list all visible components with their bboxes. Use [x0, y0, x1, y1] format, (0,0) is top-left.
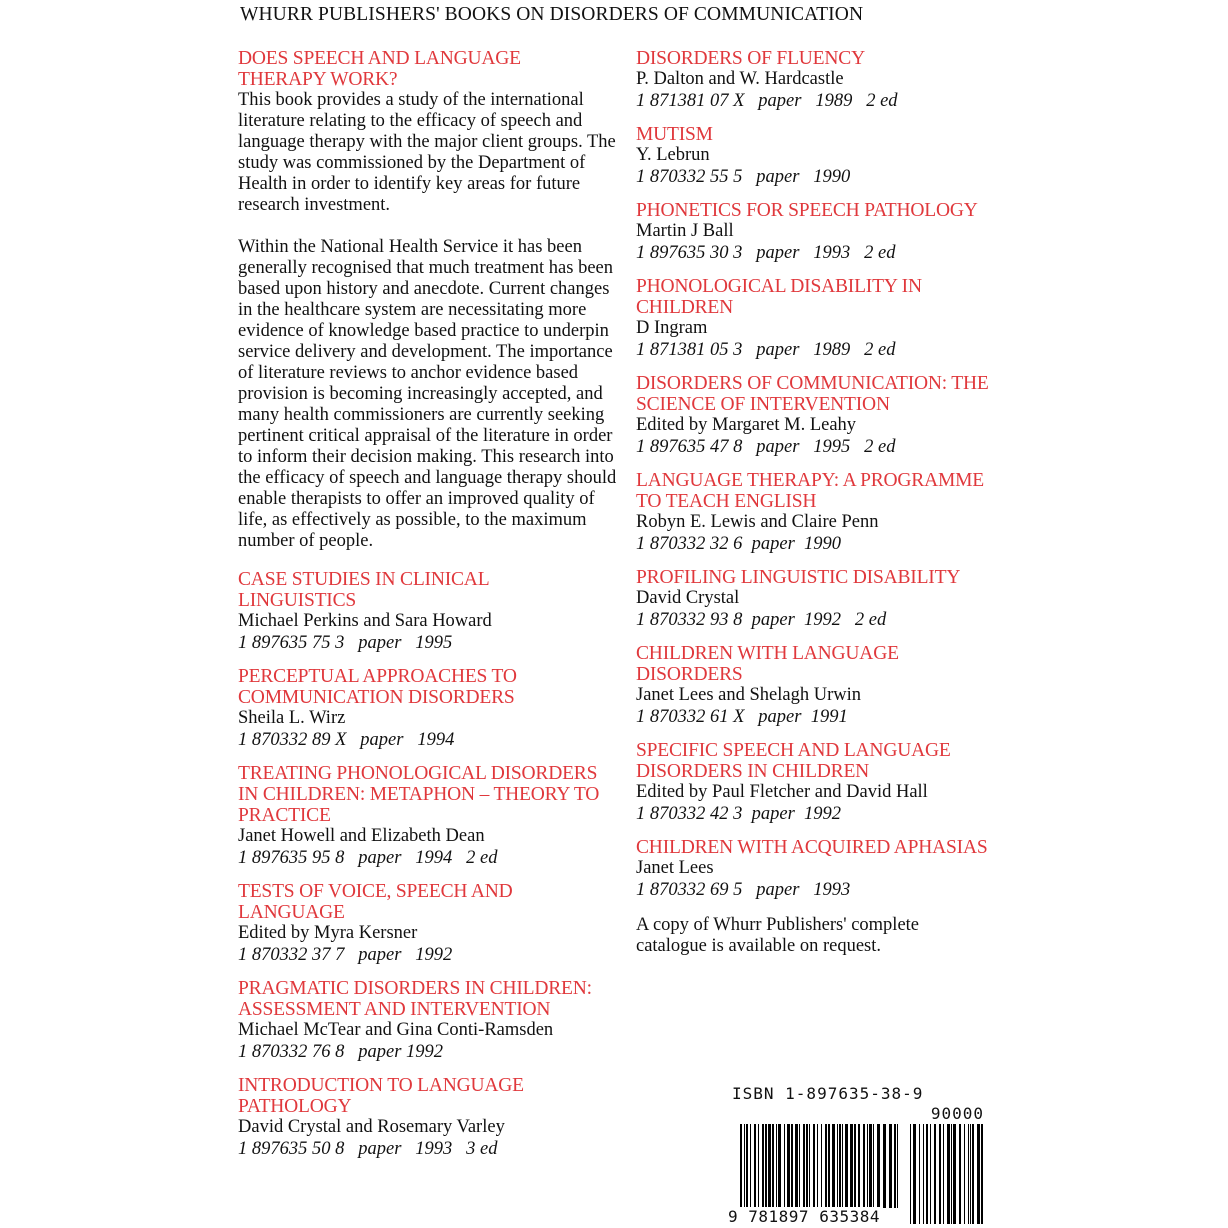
- barcode-bar: [867, 1124, 868, 1208]
- book-meta: 1 871381 07 X paper 1989 2 ed: [636, 91, 898, 111]
- book-title: SPECIFIC SPEECH AND LANGUAGE DISORDERS IN CHILDREN: [636, 740, 951, 782]
- book-author: Edited by Myra Kersner: [238, 923, 418, 943]
- book-title: CHILDREN WITH ACQUIRED APHASIAS: [636, 837, 988, 858]
- barcode-bar: [845, 1124, 848, 1208]
- book-author: Edited by Paul Fletcher and David Hall: [636, 782, 928, 802]
- book-author: D Ingram: [636, 318, 708, 338]
- barcode-bar: [894, 1124, 896, 1208]
- book-meta: 1 897635 47 8 paper 1995 2 ed: [636, 437, 896, 457]
- ean-digits: 9 781897 635384: [728, 1207, 880, 1226]
- book-entry: [636, 567, 1006, 631]
- featured-description: [238, 90, 618, 552]
- barcode-addon-bar: [968, 1124, 969, 1224]
- barcode-block: [728, 1084, 988, 1228]
- book-author: P. Dalton and W. Hardcastle: [636, 69, 844, 89]
- book-entry: [238, 881, 618, 966]
- book-author: Martin J Ball: [636, 221, 734, 241]
- book-title: PERCEPTUAL APPROACHES TO COMMUNICATION DISORDERS: [238, 666, 517, 708]
- book-author: Sheila L. Wirz: [238, 708, 346, 728]
- book-title: TESTS OF VOICE, SPEECH AND LANGUAGE: [238, 881, 513, 923]
- barcode-addon-bar: [926, 1124, 928, 1224]
- barcode-bar: [758, 1124, 759, 1208]
- book-meta: 1 897635 50 8 paper 1993 3 ed: [238, 1139, 498, 1159]
- barcode-bar: [850, 1124, 853, 1208]
- barcode-addon-bar: [972, 1124, 974, 1224]
- barcode-addon-bar: [934, 1124, 936, 1224]
- barcode-addon-bar: [943, 1124, 944, 1224]
- book-meta: 1 871381 05 3 paper 1989 2 ed: [636, 340, 896, 360]
- barcode-addon-bar: [959, 1124, 961, 1224]
- barcode-bar: [877, 1124, 880, 1208]
- book-author: David Crystal: [636, 588, 740, 608]
- barcode-bar: [791, 1124, 793, 1208]
- book-meta: 1 870332 61 X paper 1991: [636, 707, 848, 727]
- book-entry: [238, 1075, 618, 1160]
- barcode-bar: [746, 1124, 748, 1208]
- barcode-bar: [863, 1124, 865, 1208]
- book-entry: [636, 276, 1006, 361]
- book-title: LANGUAGE THERAPY: A PROGRAMME TO TEACH ENGLISH: [636, 470, 984, 512]
- book-entry: [636, 124, 1006, 188]
- book-author: Michael Perkins and Sara Howard: [238, 611, 492, 631]
- description-paragraph: This book provides a study of the international literature relating to the efficacy of speech and language therapy with the major client groups. The study was commissioned by the Department of Health in order to identify key areas for future research investment.: [238, 90, 616, 215]
- left-book-list: [238, 569, 618, 1160]
- barcode-bar: [869, 1124, 872, 1208]
- barcode-bar: [828, 1124, 830, 1208]
- barcode-bar: [817, 1124, 818, 1208]
- barcode-bar: [809, 1124, 810, 1208]
- addon-digits: 90000: [930, 1104, 984, 1123]
- book-title: PHONOLOGICAL DISABILITY IN CHILDREN: [636, 276, 922, 318]
- barcode-bar: [825, 1124, 827, 1208]
- barcode-addon-bar: [947, 1124, 950, 1224]
- book-meta: 1 870332 93 8 paper 1992 2 ed: [636, 610, 887, 630]
- right-book-list: [636, 48, 1006, 901]
- barcode-bar: [776, 1124, 777, 1208]
- barcode-bar: [883, 1124, 886, 1208]
- barcode-addon-bar: [919, 1124, 920, 1224]
- book-meta: 1 870332 55 5 paper 1990: [636, 167, 851, 187]
- book-author: Michael McTear and Gina Conti-Ramsden: [238, 1020, 554, 1040]
- barcode-bar: [787, 1124, 790, 1208]
- book-entry: [636, 837, 1006, 901]
- book-title: PROFILING LINGUISTIC DISABILITY: [636, 567, 961, 588]
- book-author: Edited by Margaret M. Leahy: [636, 415, 857, 435]
- book-title: CHILDREN WITH LANGUAGE DISORDERS: [636, 643, 899, 685]
- book-meta: 1 870332 69 5 paper 1993: [636, 880, 851, 900]
- barcode-bar: [858, 1124, 860, 1208]
- page-header: WHURR PUBLISHERS' BOOKS ON DISORDERS OF COMMUNICATION: [240, 4, 864, 25]
- barcode-addon-bar: [910, 1124, 911, 1224]
- book-title: MUTISM: [636, 124, 713, 145]
- barcode-addon-bar: [923, 1124, 924, 1224]
- barcode-bar: [803, 1124, 805, 1208]
- barcode-bar: [765, 1124, 767, 1208]
- book-title: DISORDERS OF FLUENCY: [636, 48, 865, 69]
- barcode-bar: [750, 1124, 751, 1208]
- book-entry: [238, 978, 618, 1063]
- barcode-bar: [799, 1124, 800, 1208]
- barcode-bar: [795, 1124, 798, 1208]
- barcode-addon-bar: [970, 1124, 971, 1224]
- barcode-bar: [784, 1124, 785, 1208]
- barcode-bar: [854, 1124, 856, 1208]
- featured-title: DOES SPEECH AND LANGUAGE THERAPY WORK?: [238, 48, 521, 90]
- book-entry: [636, 48, 1006, 112]
- barcode-bar: [842, 1124, 843, 1208]
- book-author: Janet Lees and Shelagh Urwin: [636, 685, 862, 705]
- barcode-bar: [754, 1124, 756, 1208]
- book-meta: 1 870332 76 8 paper 1992: [238, 1042, 444, 1062]
- book-title: CASE STUDIES IN CLINICAL LINGUISTICS: [238, 569, 489, 611]
- isbn-label: ISBN 1-897635-38-9: [732, 1084, 924, 1103]
- book-meta: 1 870332 89 X paper 1994: [238, 730, 455, 750]
- book-entry: [238, 666, 618, 751]
- barcode-bar: [762, 1124, 764, 1208]
- description-paragraph: Within the National Health Service it has been generally recognised that much treatment has been based upon history and anecdote. Current changes in the healthcare system are necessitating more evidence of knowledge based practice to underpin service delivery and development. The importance of literature reviews to anchor evidence based provision is becoming increasingly accepted, and many health commissioners are currently seeking pertinent critical appraisal of the literature in order to inform their decision making. This research into the efficacy of speech and language therapy should enable therapists to offer an improved quality of life, as effectively as possible, to the maximum number of people.: [238, 237, 617, 551]
- book-entry: [636, 470, 1006, 555]
- book-author: David Crystal and Rosemary Varley: [238, 1117, 505, 1137]
- barcode-addon-bar: [977, 1124, 980, 1224]
- barcode-bar: [832, 1124, 835, 1208]
- barcode-addon-bar: [953, 1124, 956, 1224]
- barcode-addon-bar: [913, 1124, 916, 1224]
- barcode-bar: [813, 1124, 815, 1208]
- barcode-addon-bar: [964, 1124, 965, 1224]
- barcode-bar: [778, 1124, 781, 1208]
- book-title: PRAGMATIC DISORDERS IN CHILDREN: ASSESSMENT AND INTERVENTION: [238, 978, 592, 1020]
- book-title: TREATING PHONOLOGICAL DISORDERS IN CHILDREN: METAPHON – THEORY TO PRACTICE: [238, 763, 600, 826]
- book-entry: [636, 373, 1006, 458]
- book-meta: 1 897635 30 3 paper 1993 2 ed: [636, 243, 896, 263]
- barcode-bar: [768, 1124, 771, 1208]
- barcode-bar: [837, 1124, 838, 1208]
- barcode-bar: [740, 1124, 742, 1208]
- book-author: Y. Lebrun: [636, 145, 710, 165]
- book-entry: [238, 763, 618, 869]
- book-author: Janet Lees: [636, 858, 714, 878]
- barcode-bar: [772, 1124, 774, 1208]
- barcode-addon-bar: [930, 1124, 931, 1224]
- book-meta: 1 897635 95 8 paper 1994 2 ed: [238, 848, 498, 868]
- barcode-bar: [821, 1124, 822, 1208]
- barcode-bar: [806, 1124, 808, 1208]
- book-entry: [238, 569, 618, 654]
- barcode-bar: [839, 1124, 841, 1208]
- barcode-addon-bar: [981, 1124, 983, 1224]
- book-title: PHONETICS FOR SPEECH PATHOLOGY: [636, 200, 978, 221]
- right-column: [636, 48, 1006, 957]
- barcode-bar: [744, 1124, 745, 1208]
- barcode-bar: [897, 1124, 898, 1208]
- barcode-bar: [889, 1124, 892, 1208]
- book-author: Robyn E. Lewis and Claire Penn: [636, 512, 879, 532]
- book-meta: 1 870332 32 6 paper 1990: [636, 534, 842, 554]
- book-entry: [636, 643, 1006, 728]
- book-meta: 1 897635 75 3 paper 1995: [238, 633, 453, 653]
- barcode-addon-bar: [951, 1124, 952, 1224]
- book-entry: [636, 200, 1006, 264]
- book-title: DISORDERS OF COMMUNICATION: THE SCIENCE OF INTERVENTION: [636, 373, 989, 415]
- book-author: Janet Howell and Elizabeth Dean: [238, 826, 485, 846]
- catalogue-note: A copy of Whurr Publishers' complete catalogue is available on request.: [636, 915, 920, 956]
- book-meta: 1 870332 42 3 paper 1992: [636, 804, 842, 824]
- book-meta: 1 870332 37 7 paper 1992: [238, 945, 453, 965]
- book-entry: [636, 740, 1006, 825]
- book-title: INTRODUCTION TO LANGUAGE PATHOLOGY: [238, 1075, 524, 1117]
- barcode-bar: [873, 1124, 874, 1208]
- barcode-addon-bar: [939, 1124, 941, 1224]
- featured-book: [238, 48, 618, 552]
- left-column: [238, 48, 618, 1172]
